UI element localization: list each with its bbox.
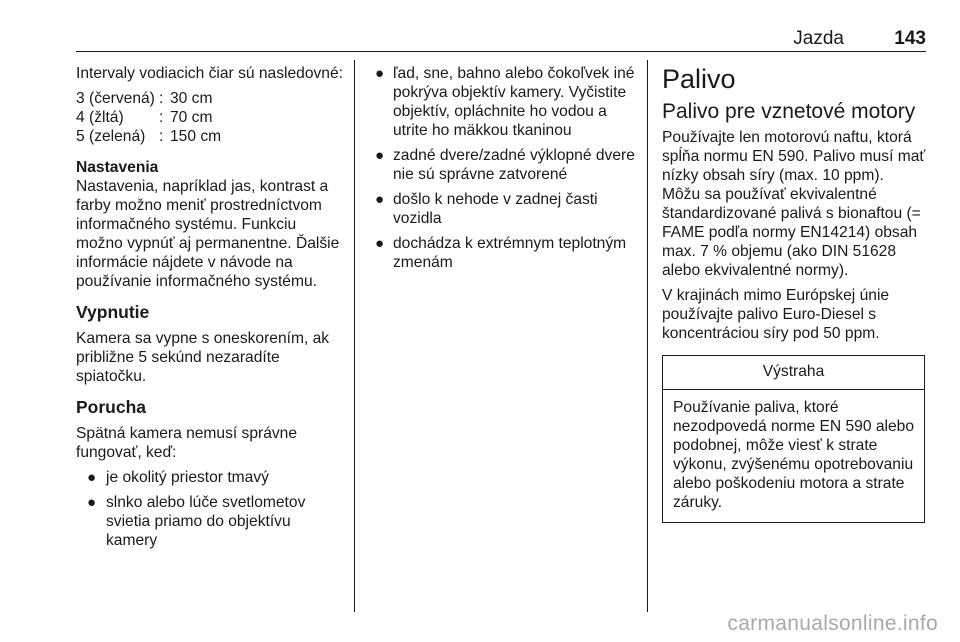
guideline-intro: Intervaly vodiacich čiar sú nasledovné: [76,65,343,82]
warning-box [662,355,925,523]
watermark: carmanualsonline.info [727,612,938,635]
column-divider-1 [354,60,355,612]
column-3 [662,64,926,523]
bullet-icon: ● [87,494,97,511]
fuel-title: Palivo [662,64,736,94]
list-item [371,64,639,140]
table-row [76,108,221,127]
row-value: 150 cm [170,128,222,145]
fuel-subtitle: Palivo pre vznetové motory [662,100,916,123]
row-label: 4 (žltá) [76,109,124,126]
list-item-text: je okolitý priestor tmavý [106,469,269,486]
fault-text: Spätná kamera nemusí správne fungovať, keď: [76,425,298,461]
bullet-icon: ● [375,191,385,208]
row-value: 70 cm [170,109,213,126]
list-item [76,468,344,487]
off-heading: Vypnutie [76,302,150,322]
column-1 [76,64,344,556]
row-label: 3 (červená) [76,90,155,107]
row-sep: : [159,109,164,126]
bullet-icon: ● [375,147,385,164]
row-label: 5 (zelená) [76,128,146,145]
list-item [371,190,639,228]
list-item [76,493,344,550]
fault-heading: Porucha [76,397,147,417]
list-item-text: zadné dvere/zadné výklopné dvere nie sú správne zatvorené [393,147,635,183]
settings-heading: Nastavenia [76,159,159,176]
warning-text: Používanie paliva, ktoré nezodpovedá norme EN 590 alebo podobnej, môže viesť k strate výkonu, zvýšenému opotrebovaniu alebo poškodeniu motora a strate záruky. [673,399,915,511]
off-text: Kamera sa vypne s oneskorením, ak približne 5 sekúnd nezaradíte spiatočku. [76,330,330,385]
page-number: 143 [894,28,926,49]
row-value: 30 cm [170,90,213,107]
fault-list [76,468,344,550]
list-item [371,234,639,272]
list-item-text: došlo k nehode v zadnej časti vozidla [393,191,598,227]
bullet-icon: ● [87,469,97,486]
fuel-para-2: V krajinách mimo Európskej únie používajte palivo Euro-Diesel s koncentráciou síry pod 50 ppm. [662,287,890,342]
row-sep: : [159,90,164,107]
bullet-icon: ● [375,65,385,82]
list-item-text: ľad, sne, bahno alebo čokoľvek iné pokrýva objektív kamery. Vyčistite objektív, opláchnite ho vodou a utrite ho mäkkou tkaninou [393,65,635,139]
list-item [371,146,639,184]
fuel-para-1: Používajte len motorovú naftu, ktorá spĺňa normu EN 590. Palivo musí mať nízky obsah síry (max. 10 ppm). Môžu sa používať ekvivalentné štandardizované palivá s bionaftou (= FAME podľa normy EN14214) obsah max. 7 % objemu (ako DIN 51628 alebo ekvivalentné normy). [662,129,926,279]
row-sep: : [159,128,164,145]
table-row [76,127,221,146]
header-rule [76,51,926,52]
warning-title: Výstraha [663,356,924,390]
list-item-text: slnko alebo lúče svetlometov svietia priamo do objektívu kamery [106,494,306,549]
list-item-text: dochádza k extrémnym teplotným zmenám [393,235,627,271]
section-title: Jazda [793,28,844,49]
page-header [76,24,926,52]
column-2 [371,64,639,278]
table-row [76,89,221,108]
bullet-icon: ● [375,235,385,252]
guideline-table [76,89,221,146]
column-divider-2 [647,60,648,612]
settings-text: Nastavenia, napríklad jas, kontrast a farby možno meniť prostredníctvom informačného systému. Funkciu možno vypnúť aj permanentne. Ďalšie informácie nájdete v návode na používanie informačného systému. [76,178,340,290]
fault-list-continued [371,64,639,272]
